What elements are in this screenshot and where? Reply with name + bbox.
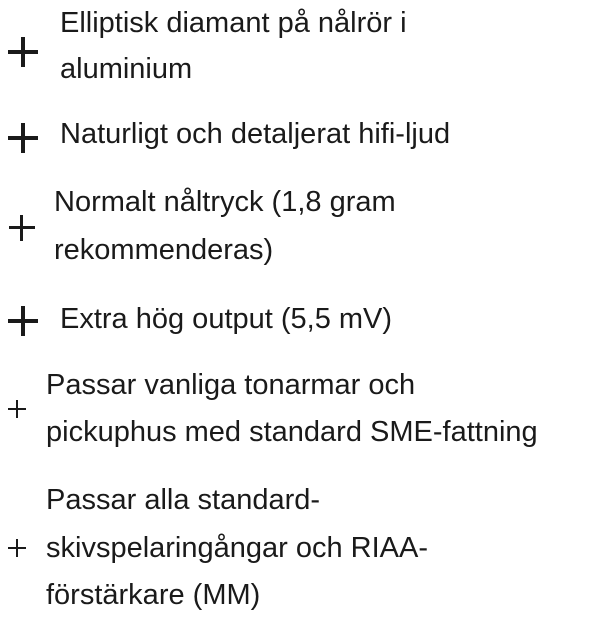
feature-text-line: Passar vanliga tonarmar och	[46, 369, 416, 401]
feature-text-line: Passar alla standard-	[46, 484, 321, 516]
feature-text-line: pickuphus med standard SME-fattning	[46, 416, 538, 448]
feature-text-line: skivspelaringångar och RIAA-	[46, 532, 429, 564]
plus-icon	[8, 123, 38, 153]
feature-text-line: rekommenderas)	[54, 234, 274, 266]
plus-icon	[8, 37, 38, 67]
plus-icon	[9, 215, 35, 241]
plus-icon	[8, 539, 26, 557]
feature-text-line: Extra hög output (5,5 mV)	[60, 303, 393, 335]
feature-text-line: Normalt nåltryck (1,8 gram	[54, 186, 396, 218]
feature-text-line: Naturligt och detaljerat hifi-ljud	[60, 118, 451, 150]
feature-text-line: förstärkare (MM)	[46, 579, 261, 611]
plus-icon	[8, 400, 26, 418]
plus-icon	[8, 306, 38, 336]
feature-text-line: Elliptisk diamant på nålrör i	[60, 7, 407, 39]
feature-text-line: aluminium	[60, 53, 193, 85]
